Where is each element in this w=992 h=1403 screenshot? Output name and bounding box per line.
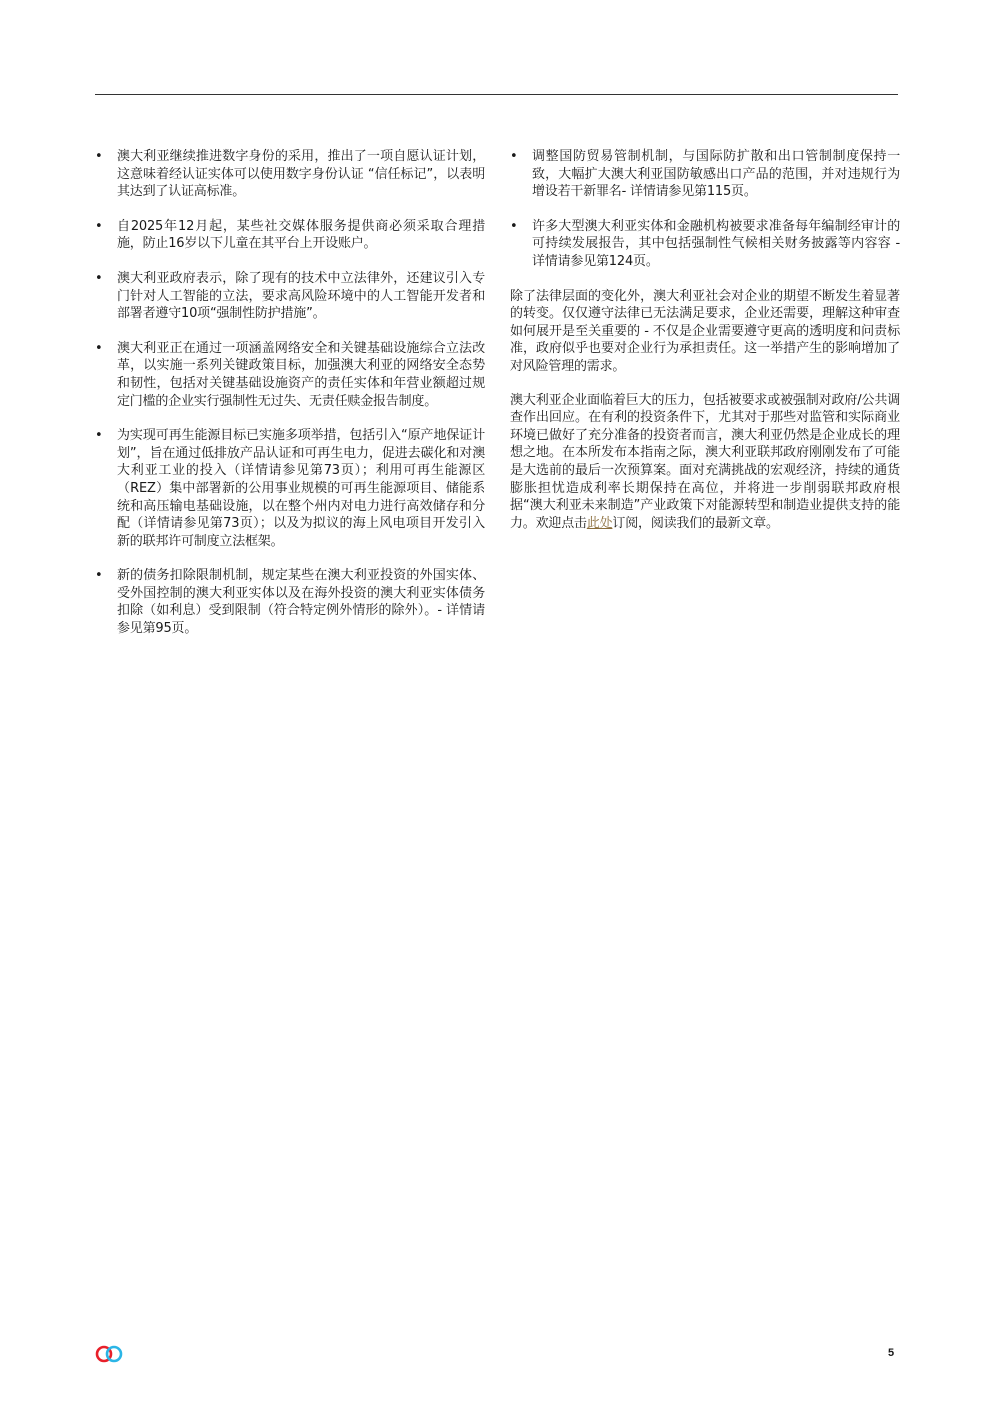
list-item: • 澳大利亚正在通过一项涵盖网络安全和关键基础设施综合立法改革，以实施一系列关键政策目标，加强澳大利亚的网络安全态势和韧性，包括对关键基础设施资产的责任实体和年营业额超过规定门槛的企业实行强制性无过失、无责任赎金报告制度。	[95, 340, 485, 409]
right-column	[510, 148, 900, 548]
subscribe-link[interactable]: 此处	[586, 515, 613, 531]
list-item: • 自2025年12月起，某些社交媒体服务提供商必须采取合理措施，防止16岁以下儿童在其平台上开设账户。	[95, 218, 485, 252]
right-bullet-list	[510, 148, 900, 271]
left-bullet-list	[95, 148, 485, 638]
bullet-icon: •	[95, 428, 103, 444]
bullet-icon: •	[95, 149, 103, 164]
bullet-icon: •	[95, 270, 103, 286]
bullet-icon: •	[510, 218, 518, 234]
bullet-icon: •	[95, 340, 103, 356]
firm-logo-icon	[94, 1344, 126, 1364]
paragraph-expectations: 除了法律层面的变化外，澳大利亚社会对企业的期望不断发生着显著的转变。仅仅遵守法律已无法满足要求，企业还需要，理解这种审查如何展开是至关重要的 - 不仅是企业需要遵守更高的透明度和问责标准，政府似乎也要对企业行为承担责任。这一举措产生的影响增加了对风险管理的需求。	[510, 288, 900, 374]
paragraph-pressure: 澳大利亚企业面临着巨大的压力，包括被要求或被强制对政府/公共调查作出回应。在有利的投资条件下，尤其对于那些对监管和实际商业环境已做好了充分准备的投资者而言，澳大利亚仍然是企业成长的理想之地。在本所发布本指南之际，澳大利亚联邦政府刚刚发布了可能是大选前的最后一次预算案。面对充满挑战的宏观经济，持续的通货膨胀担忧造成利率长期保持在高位，并将进一步削弱联邦政府根据“澳大利亚未来制造”产业政策下对能源转型和制造业提供支持的能力。欢迎点击此处订阅，阅读我们的最新文章。	[510, 392, 900, 531]
list-item: • 澳大利亚政府表示，除了现有的技术中立法律外，还建议引入专门针对人工智能的立法，要求高风险环境中的人工智能开发者和部署者遵守10项“强制性防护措施”。	[95, 270, 485, 322]
page-number: 5	[888, 1347, 895, 1359]
list-item: • 许多大型澳大利亚实体和金融机构被要求准备每年编制经审计的可持续发展报告，其中包括强制性气候相关财务披露等内容容 - 详情请参见第124页。	[510, 218, 900, 269]
bullet-icon: •	[510, 149, 518, 164]
bullet-icon: •	[95, 568, 103, 584]
list-item: • 为实现可再生能源目标已实施多项举措，包括引入“原产地保证计划”，旨在通过低排放产品认证和可再生电力，促进去碳化和对澳大利亚工业的投入（详情请参见第73页）；利用可再生能源区（REZ）集中部署新的公用事业规模的可再生能源项目、储能系统和高压输电基础设施，以在整个州内对电力进行高效储存和分配（详情请参见第73页）；以及为拟议的海上风电项目开发引入新的联邦许可制度立法框架。	[95, 428, 485, 549]
header-divider	[95, 94, 898, 95]
list-item: • 澳大利亚继续推进数字身份的采用，推出了一项自愿认证计划，这意味着经认证实体可以使用数字身份认证 “信任标记”，以表明其达到了认证高标准。	[95, 149, 485, 200]
list-item: • 新的债务扣除限制机制，规定某些在澳大利亚投资的外国实体、受外国控制的澳大利亚实体以及在海外投资的澳大利亚实体债务扣除（如利息）受到限制（符合特定例外情形的除外）。- 详情请参见第95页。	[95, 568, 485, 637]
left-column	[95, 148, 485, 655]
list-item: • 调整国防贸易管制机制，与国际防扩散和出口管制制度保持一致，大幅扩大澳大利亚国防敏感出口产品的范围，并对违规行为增设若干新罪名- 详情请参见第115页。	[510, 149, 900, 200]
bullet-icon: •	[95, 218, 103, 234]
